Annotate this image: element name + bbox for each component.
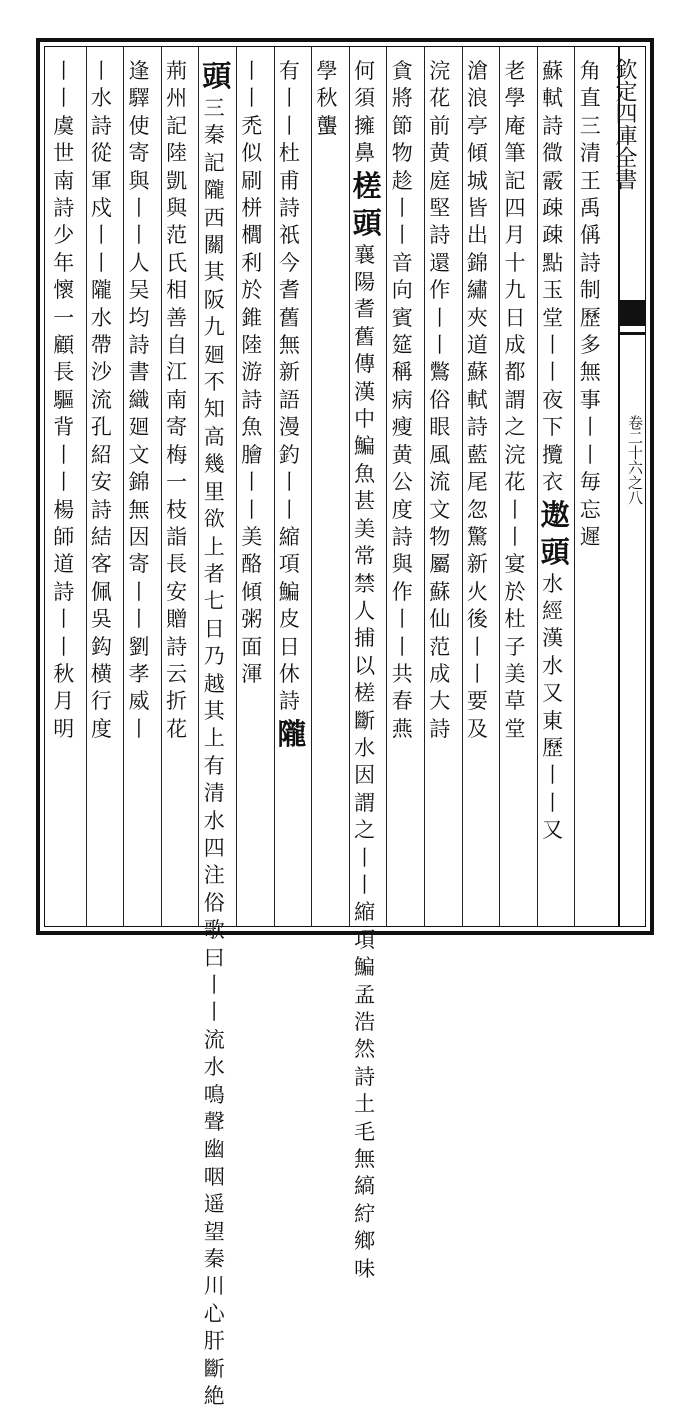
- column-rule: [311, 46, 312, 927]
- column-rule: [462, 46, 463, 927]
- column-text: 蘇軾詩㣲霰疎疎點玉堂丨丨夜下攬衣: [542, 59, 564, 495]
- column-text: 有丨丨杜甫詩祇今耆舊無新語漫釣丨丨縮項鯿皮日休詩: [278, 59, 300, 714]
- column-text: 丨丨禿似刷栟櫚利於錐陸游詩魚膾丨丨美酪傾粥面渾: [241, 59, 263, 686]
- column-text: 水經漢水又東歷丨丨又: [542, 571, 564, 843]
- column-rule: [198, 46, 199, 927]
- text-column: [277, 58, 307, 753]
- text-column: [352, 58, 382, 1281]
- column-rule: [123, 46, 124, 927]
- library-title: 欽定四庫全書: [612, 58, 637, 190]
- text-column: [578, 58, 602, 551]
- entry-heading: 遨頭: [540, 497, 570, 569]
- text-column: [503, 58, 527, 743]
- column-text: 角直三清王禹偁詩制歷多無事丨丨毎忘遲: [579, 59, 601, 549]
- text-column: [52, 58, 76, 743]
- column-text: 浣花前黄庭堅詩還作丨丨鷩俗眼風流文物屬蘇仙范成大詩: [429, 59, 451, 741]
- text-column: [127, 58, 151, 743]
- text-column: [202, 58, 232, 1409]
- column-rule: [537, 46, 538, 927]
- text-column: [428, 58, 452, 743]
- column-rule: [161, 46, 162, 927]
- column-rule: [349, 46, 350, 927]
- column-rule: [236, 46, 237, 927]
- text-column: [240, 58, 264, 688]
- text-column: [315, 58, 339, 140]
- column-rule: [424, 46, 425, 927]
- entry-heading: 槎頭: [352, 168, 382, 240]
- fishtail-rule: [620, 332, 646, 335]
- entry-heading: 頭: [202, 59, 232, 93]
- column-text: 貪將節物趁丨丨音向賓筵稱病瘦黄公度詩與作丨丨共春燕: [391, 59, 413, 741]
- fishtail-mark-icon: [620, 300, 646, 326]
- column-text: 襄陽耆舊傳漢中鯿魚甚美常禁人捕以槎斷水因謂之丨丨縮項鯿孟浩然詩土毛無縞紵鄉味: [354, 242, 376, 1281]
- text-column: [165, 58, 189, 743]
- volume-label: 卷二十六之八: [626, 415, 644, 505]
- column-text: 丨丨虞世南詩少年懷一顧長驅背丨丨楊師道詩丨丨秋月明: [53, 59, 75, 741]
- column-text: 滄浪亭傾城皆出錦繡夾道蘇軾詩藍尾忽驚新火後丨丨要及: [466, 59, 488, 741]
- column-text: 學秋蠪: [316, 59, 338, 138]
- column-text: 荊州記陸凱與范氏相善自江南寄梅一枝詣長安贈詩云折花: [166, 59, 188, 741]
- entry-heading: 隴: [277, 716, 307, 751]
- column-text: 三秦記隴西關其阪九廻不知高幾里欲上者七日乃越其上有清水四注俗歌曰丨丨流水鳴聲幽咽遥望秦川心肝斷絶: [203, 96, 225, 1409]
- text-column: [390, 58, 414, 743]
- column-text: 何須擁鼻: [354, 59, 376, 166]
- column-rule: [574, 46, 575, 927]
- text-column: [465, 58, 489, 743]
- column-text: 老學庵筆記四月十九日成都謂之浣花丨丨宴於杜子美草堂: [504, 59, 526, 741]
- text-column: [89, 58, 113, 743]
- column-rule: [274, 46, 275, 927]
- column-text: 丨水詩從軍戍丨丨隴水帶沙流孔紹安詩結客佩吳鈎横行度: [90, 59, 112, 741]
- column-rule: [386, 46, 387, 927]
- text-column: [540, 58, 570, 845]
- column-rule: [86, 46, 87, 927]
- column-rule: [499, 46, 500, 927]
- column-text: 逢驛使寄與丨丨人吴均詩書織廻文錦無因寄丨丨劉孝威丨: [128, 59, 150, 741]
